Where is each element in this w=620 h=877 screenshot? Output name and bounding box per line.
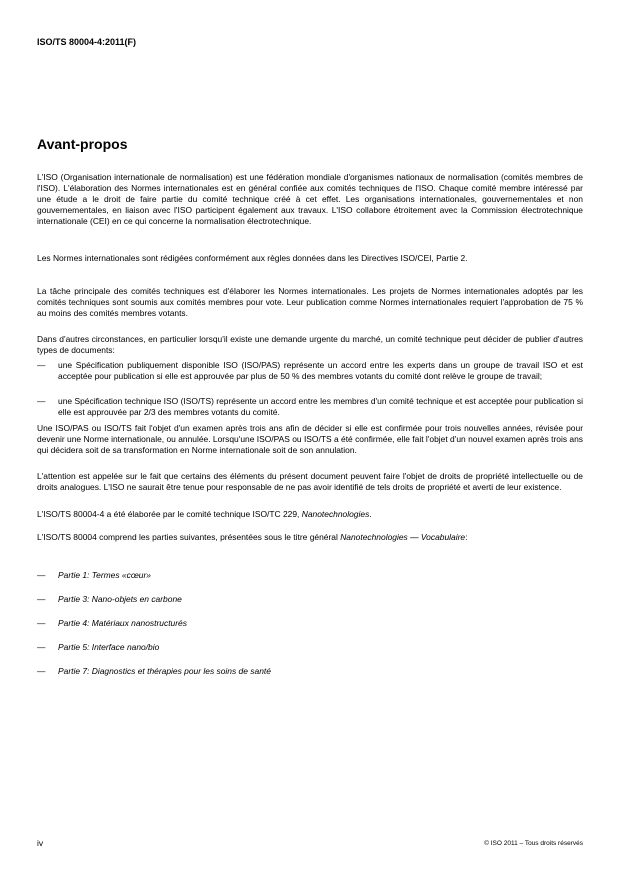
bullet-text: une Spécification technique ISO (ISO/TS) représente un accord entre les membres d'un comité technique et est acceptée pour publication si elle est approuvée par 2/3 des membres votants du comité.	[58, 396, 583, 417]
page-number: iv	[37, 838, 44, 848]
paragraph: L'ISO (Organisation internationale de normalisation) est une fédération mondiale d'organismes nationaux de normalisation (comités membres de l'ISO). L'élaboration des Normes internationales est en général confiée aux comités techniques de l'ISO. Chaque comité membre intéressé par une étude a le droit de faire partie du comité technique créé à cet effet. Les organisations internationales, gouvernementales et non gouvernementales, en liaison avec l'ISO participent également aux travaux. L'ISO collabore étroitement avec la Commission électrotechnique internationale (CEI) en ce qui concerne la normalisation électrotechnique.	[37, 172, 583, 226]
paragraph: L'attention est appelée sur le fait que certains des éléments du présent document peuvent faire l'objet de droits de propriété intellectuelle ou de droits analogues. L'ISO ne saurait être tenue pour responsable de ne pas avoir identifié de tels droits de propriété et averti de leur existence.	[37, 471, 583, 492]
committee-title: Nanotechnologies	[301, 509, 370, 519]
text: L'ISO/TS 80004 comprend les parties suivantes, présentées sous le titre général	[37, 532, 341, 542]
part-label: Partie 3: Nano-objets en carbone	[58, 594, 182, 604]
dash-marker: —	[37, 570, 46, 580]
paragraph: Les Normes internationales sont rédigées conformément aux règles données dans les Directives ISO/CEI, Partie 2.	[37, 253, 468, 263]
text: L'ISO/TS 80004-4 a été élaborée par le comité technique ISO/TC 229,	[37, 509, 302, 519]
dash-marker: —	[37, 642, 46, 652]
document-id-header: ISO/TS 80004-4:2011(F)	[37, 37, 137, 47]
parts-intro-paragraph	[37, 532, 583, 543]
part-item	[37, 618, 604, 629]
paragraph: La tâche principale des comités techniques est d'élaborer les Normes internationales. Les projets de Normes internationales adoptés par les comités techniques sont soumis aux comités membres pour vote. Leur publication comme Normes internationales requiert l'approbation de 75 % au moins des comités membres votants.	[37, 286, 583, 318]
part-item	[37, 642, 604, 653]
dash-marker: —	[37, 666, 46, 676]
dash-marker: —	[37, 360, 46, 370]
paragraph: Dans d'autres circonstances, en particulier lorsqu'il existe une demande urgente du marché, un comité technique peut décider de publier d'autres types de documents:	[37, 334, 583, 355]
paragraph: Une ISO/PAS ou ISO/TS fait l'objet d'un examen après trois ans afin de décider si elle est confirmée pour trois nouvelles années, révisée pour devenir une Norme internationale, ou annulée. Lorsqu'une ISO/PAS ou ISO/TS a été confirmée, elle fait l'objet d'un nouvel examen après trois ans qui décidera soit de sa transformation en Norme internationale soit de son annulation.	[37, 423, 583, 455]
dash-marker: —	[37, 594, 46, 604]
bullet-text: une Spécification publiquement disponible ISO (ISO/PAS) représente un accord entre les experts dans un groupe de travail ISO et est acceptée pour publication si elle est approuvée par plus de 50 % des membres votants du comité dont relève le groupe de travail;	[58, 360, 583, 381]
text: .	[369, 509, 372, 519]
part-label: Partie 1: Termes «cœur»	[58, 570, 152, 580]
part-item	[37, 594, 604, 605]
dash-marker: —	[37, 396, 46, 406]
page-title: Avant-propos	[37, 136, 128, 152]
part-label: Partie 7: Diagnostics et thérapies pour les soins de santé	[58, 666, 271, 676]
part-item	[37, 666, 604, 677]
part-item	[37, 570, 604, 581]
general-title: Nanotechnologies — Vocabulaire	[340, 532, 466, 542]
bullet-item	[37, 396, 583, 418]
dash-marker: —	[37, 618, 46, 628]
part-label: Partie 4: Matériaux nanostructurés	[58, 618, 187, 628]
copyright-notice: © ISO 2011 – Tous droits réservés	[484, 840, 583, 847]
prepared-by-paragraph	[37, 509, 583, 520]
text: :	[465, 532, 468, 542]
bullet-item	[37, 360, 583, 382]
part-label: Partie 5: Interface nano/bio	[58, 642, 160, 652]
